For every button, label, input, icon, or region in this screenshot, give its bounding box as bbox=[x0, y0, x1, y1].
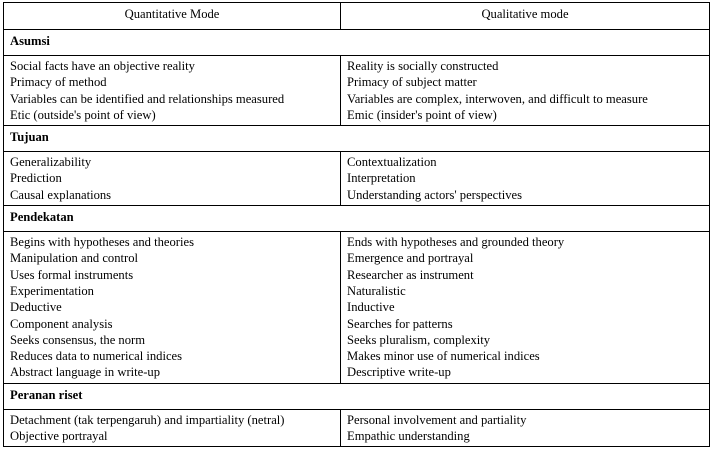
qualitative-item: Understanding actors' perspectives bbox=[347, 187, 523, 202]
quantitative-item: Uses formal instruments bbox=[10, 267, 134, 282]
qualitative-cell bbox=[341, 56, 710, 126]
qualitative-item: Interpretation bbox=[347, 171, 416, 186]
header-quantitative: Quantitative Mode bbox=[4, 3, 341, 30]
qualitative-item: Reality is socially constructed bbox=[347, 59, 499, 73]
quantitative-item: Objective portrayal bbox=[10, 429, 108, 444]
qualitative-item: Inductive bbox=[347, 300, 395, 315]
qualitative-cell bbox=[341, 152, 710, 206]
quantitative-item: Causal explanations bbox=[10, 187, 112, 202]
qualitative-item: Seeks pluralism, complexity bbox=[347, 332, 491, 347]
quantitative-item: Abstract language in write-up bbox=[10, 365, 161, 380]
quantitative-cell bbox=[4, 232, 341, 384]
qualitative-item: Searches for patterns bbox=[347, 316, 453, 331]
section-title: Tujuan bbox=[4, 126, 710, 152]
quantitative-item: Deductive bbox=[10, 300, 62, 315]
qualitative-item: Emic (insider's point of view) bbox=[347, 107, 497, 122]
comparison-table-body bbox=[4, 3, 710, 447]
qualitative-item: Descriptive write-up bbox=[347, 365, 451, 380]
qualitative-item: Empathic understanding bbox=[347, 429, 470, 444]
qualitative-item: Emergence and portrayal bbox=[347, 251, 474, 266]
qualitative-item: Makes minor use of numerical indices bbox=[347, 349, 540, 364]
section-title: Peranan riset bbox=[4, 383, 710, 409]
quantitative-item: Primacy of method bbox=[10, 75, 107, 90]
section-row bbox=[4, 383, 710, 409]
qualitative-item: Naturalistic bbox=[347, 283, 406, 298]
quantitative-item: Manipulation and control bbox=[10, 251, 139, 266]
qualitative-cell bbox=[341, 409, 710, 447]
quantitative-item: Etic (outside's point of view) bbox=[10, 107, 156, 122]
qualitative-item: Primacy of subject matter bbox=[347, 75, 477, 90]
comparison-table bbox=[3, 2, 710, 447]
quantitative-item: Reduces data to numerical indices bbox=[10, 349, 183, 364]
quantitative-cell bbox=[4, 56, 341, 126]
header-row bbox=[4, 3, 710, 30]
qualitative-item: Researcher as instrument bbox=[347, 267, 474, 282]
section-content-row bbox=[4, 409, 710, 447]
qualitative-item: Variables are complex, interwoven, and difficult to measure bbox=[347, 91, 648, 106]
qualitative-item: Contextualization bbox=[347, 155, 437, 170]
qualitative-cell bbox=[341, 232, 710, 384]
quantitative-cell bbox=[4, 409, 341, 447]
section-row bbox=[4, 126, 710, 152]
section-row bbox=[4, 30, 710, 56]
quantitative-item: Detachment (tak terpengaruh) and impartiality (netral) bbox=[10, 412, 285, 427]
section-content-row bbox=[4, 56, 710, 126]
section-title: Pendekatan bbox=[4, 206, 710, 232]
quantitative-item: Prediction bbox=[10, 171, 62, 186]
quantitative-item: Social facts have an objective reality bbox=[10, 59, 195, 73]
quantitative-item: Component analysis bbox=[10, 316, 113, 331]
quantitative-item: Variables can be identified and relationships measured bbox=[10, 91, 285, 106]
section-content-row bbox=[4, 232, 710, 384]
quantitative-item: Generalizability bbox=[10, 155, 92, 170]
section-row bbox=[4, 206, 710, 232]
quantitative-cell bbox=[4, 152, 341, 206]
qualitative-item: Ends with hypotheses and grounded theory bbox=[347, 235, 565, 250]
section-content-row bbox=[4, 152, 710, 206]
quantitative-item: Experimentation bbox=[10, 283, 94, 298]
section-title: Asumsi bbox=[4, 30, 710, 56]
header-qualitative: Qualitative mode bbox=[341, 3, 710, 30]
quantitative-item: Begins with hypotheses and theories bbox=[10, 235, 194, 250]
qualitative-item: Personal involvement and partiality bbox=[347, 412, 527, 427]
quantitative-item: Seeks consensus, the norm bbox=[10, 332, 146, 347]
